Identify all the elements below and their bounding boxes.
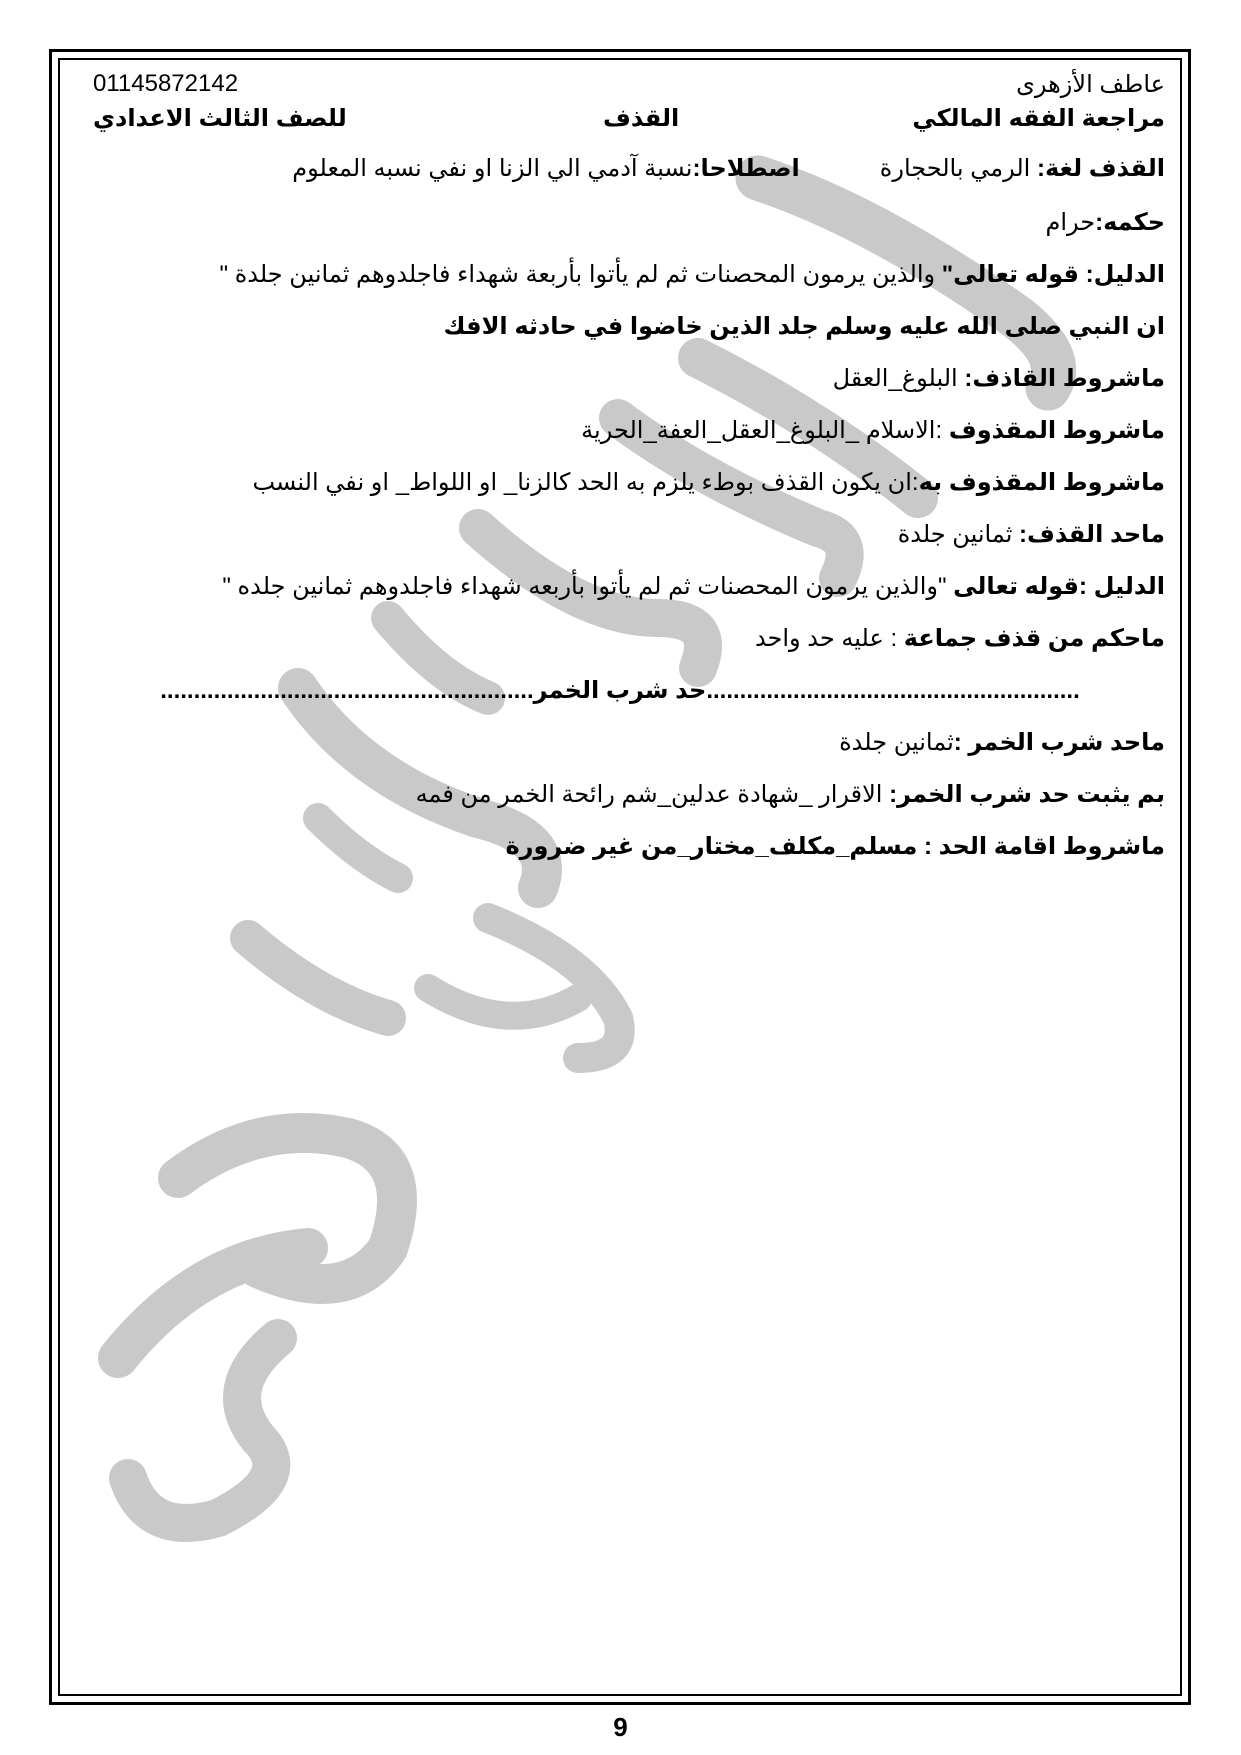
ruling-line: حكمه:حرام <box>1045 209 1165 236</box>
accused-conditions-line: ماشروط المقذوف :الاسلام _البلوغ_العقل_العفة_الحرية <box>581 417 1165 444</box>
header-row-1 <box>75 70 1165 100</box>
evidence-line-2: ان النبي صلى الله عليه وسلم جلد الذين خاضوا في حادثه الافك <box>443 313 1165 340</box>
grade-title: للصف الثالث الاعدادي <box>93 105 347 132</box>
punishment-conditions-line: ماشروط اقامة الحد : مسلم_مكلف_مختار_من غير ضرورة <box>505 833 1165 860</box>
watermark-calligraphy <box>58 58 1182 1696</box>
accusation-conditions-line: ماشروط المقذوف به:ان يكون القذف بوطء يلزم به الحد كالزنا_ او اللواط_ او نفي النسب <box>252 469 1165 496</box>
section-title: حد شرب الخمر <box>533 677 707 704</box>
wine-proof-line: بم يثبت حد شرب الخمر: الاقرار _شهادة عدلين_شم رائحة الخمر من فمه <box>415 781 1165 808</box>
author-name: عاطف الأزهرى <box>1016 71 1165 98</box>
topic-title: القذف <box>603 105 680 132</box>
group-accusation-line: ماحكم من قذف جماعة : عليه حد واحد <box>754 625 1165 652</box>
accuser-conditions-line: ماشروط القاذف: البلوغ_العقل <box>832 365 1165 392</box>
header-row-2 <box>75 104 1165 134</box>
punishment-line: ماحد القذف: ثمانين جلدة <box>897 521 1165 548</box>
evidence-line-3: الدليل :قوله تعالى "والذين يرمون المحصنات ثم لم يأتوا بأربعه شهداء فاجلدوهم ثمانين جلده " <box>222 573 1165 600</box>
phone-number: 01145872142 <box>93 70 239 97</box>
evidence-line-1: الدليل: قوله تعالى" والذين يرمون المحصنات ثم لم يأتوا بأربعة شهداء فاجلدوهم ثمانين جلدة " <box>219 261 1165 288</box>
wine-punishment-line: ماحد شرب الخمر :ثمانين جلدة <box>839 729 1165 756</box>
section-separator: ........................................................حد شرب الخمر........................................................ <box>160 677 1080 704</box>
subject-title: مراجعة الفقه المالكي <box>912 105 1165 132</box>
page-number: 9 <box>613 1712 628 1742</box>
definition-line: القذف لغة: الرمي بالحجارةاصطلاحا:نسبة آدمي الي الزنا او نفي نسبه المعلوم <box>292 155 1165 182</box>
